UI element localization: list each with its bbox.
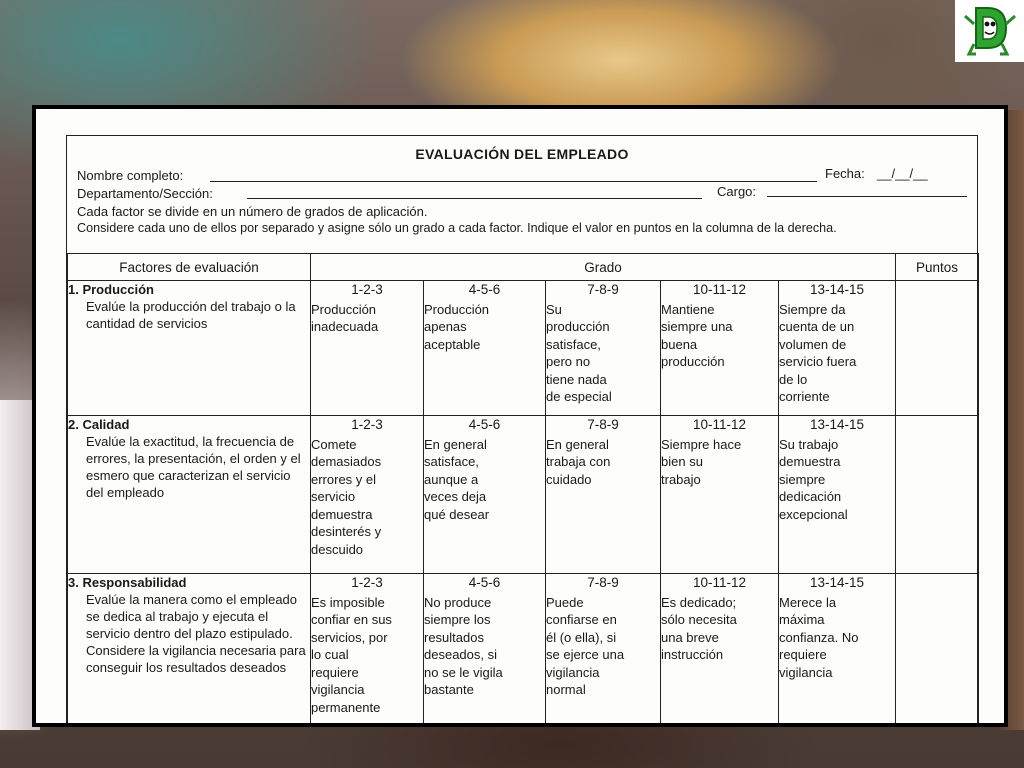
grade-cell[interactable] [779, 281, 896, 416]
grade-range: 10-11-12 [692, 575, 747, 590]
grade-range: 13-14-15 [809, 417, 865, 432]
grade-cell[interactable] [779, 416, 896, 574]
factor-title: 1. Producción [68, 282, 154, 297]
evaluation-table [67, 253, 979, 723]
header-factores: Factores de evaluación [68, 254, 311, 281]
factor-description: Evalúe la manera como el empleado se dedica al trabajo y ejecuta el servicio dentro del plazo estipulado. Considere la vigilancia necesaria para conseguir los resultados deseados [86, 592, 306, 675]
table-row [68, 281, 979, 416]
departamento-label: Departamento/Sección: [77, 186, 213, 201]
instruction-line-1: Cada factor se divide en un número de grados de aplicación. [77, 204, 428, 219]
factor-title: 2. Calidad [68, 417, 130, 432]
green-d-mascot-icon [960, 2, 1020, 60]
grade-cell[interactable] [424, 574, 546, 724]
slide-frame [32, 105, 1008, 727]
grade-cell[interactable] [311, 416, 424, 574]
grade-cell[interactable] [661, 281, 779, 416]
fecha-label: Fecha: [825, 166, 865, 181]
grade-description: Producción apenas aceptable [424, 301, 490, 352]
grade-range: 4-5-6 [468, 282, 501, 297]
departamento-field[interactable] [247, 198, 702, 199]
points-cell[interactable] [896, 574, 979, 724]
form-header [67, 136, 977, 254]
grade-description: Producción inadecuada [311, 301, 379, 334]
header-puntos: Puntos [896, 254, 979, 281]
form-title: EVALUACIÓN DEL EMPLEADO [415, 146, 629, 162]
grade-cell[interactable] [546, 574, 661, 724]
grade-description: Comete demasiados errores y el servicio demuestra desinterés y descuido [311, 436, 382, 557]
factor-cell [68, 416, 311, 574]
grade-range: 7-8-9 [587, 417, 619, 432]
grade-cell[interactable] [546, 281, 661, 416]
factor-cell [68, 281, 311, 416]
grade-description: Siempre hace bien su trabajo [661, 436, 742, 487]
cargo-field[interactable] [767, 196, 967, 197]
grade-cell[interactable] [779, 574, 896, 724]
fecha-field[interactable]: __/__/__ [877, 166, 928, 181]
points-cell[interactable] [896, 416, 979, 574]
grade-description: Mantiene siempre una buena producción [661, 301, 733, 369]
points-cell[interactable] [896, 281, 979, 416]
factor-description: Evalúe la exactitud, la frecuencia de errores, la presentación, el orden y el esmero que caracterizan el servicio del empleado [86, 434, 301, 500]
grade-cell[interactable] [311, 574, 424, 724]
evaluation-form [66, 135, 978, 723]
grade-description: No produce siempre los resultados deseados, si no se le vigila bastante [424, 594, 503, 697]
grade-range: 13-14-15 [809, 575, 865, 590]
mascot-logo [955, 0, 1024, 62]
grade-range: 13-14-15 [809, 282, 865, 297]
grade-range: 10-11-12 [692, 282, 747, 297]
grade-cell[interactable] [661, 416, 779, 574]
table-row [68, 416, 979, 574]
instruction-line-2: Considere cada uno de ellos por separado y asigne sólo un grado a cada factor. Indique el valor en puntos en la columna de la derecha. [77, 221, 837, 235]
header-grado: Grado [311, 254, 896, 281]
cargo-label: Cargo: [717, 184, 757, 199]
grade-description: Es dedicado; sólo necesita una breve instrucción [661, 594, 737, 662]
grade-description: En general trabaja con cuidado [546, 436, 611, 487]
factor-cell [68, 574, 311, 724]
grade-description: Merece la máxima confianza. No requiere vigilancia [779, 594, 859, 680]
table-row [68, 574, 979, 724]
grade-range: 1-2-3 [351, 417, 383, 432]
grade-range: 4-5-6 [468, 575, 501, 590]
factor-description: Evalúe la producción del trabajo o la cantidad de servicios [86, 299, 296, 331]
grade-description: Siempre da cuenta de un volumen de servicio fuera de lo corriente [779, 301, 857, 404]
grade-cell[interactable] [424, 416, 546, 574]
grade-description: Su producción satisface, pero no tiene nada de especial [546, 301, 612, 404]
grade-range: 7-8-9 [587, 282, 619, 297]
header-row [68, 254, 979, 281]
grade-range: 4-5-6 [468, 417, 501, 432]
grade-description: Su trabajo demuestra siempre dedicación excepcional [779, 436, 848, 522]
factor-title: 3. Responsabilidad [68, 575, 187, 590]
nombre-field[interactable] [210, 181, 817, 182]
grade-range: 7-8-9 [587, 575, 619, 590]
nombre-label: Nombre completo: [77, 168, 184, 183]
grade-description: Puede confiarse en él (o ella), si se ejerce una vigilancia normal [546, 594, 625, 697]
grade-description: En general satisface, aunque a veces deja qué desear [424, 436, 490, 522]
grade-range: 1-2-3 [351, 575, 383, 590]
grade-cell[interactable] [661, 574, 779, 724]
grade-cell[interactable] [424, 281, 546, 416]
document-sheet [36, 109, 1004, 723]
grade-cell[interactable] [546, 416, 661, 574]
grade-range: 10-11-12 [692, 417, 747, 432]
grade-range: 1-2-3 [351, 282, 383, 297]
grade-cell[interactable] [311, 281, 424, 416]
grade-description: Es imposible confiar en sus servicios, por lo cual requiere vigilancia permanente [311, 594, 392, 715]
